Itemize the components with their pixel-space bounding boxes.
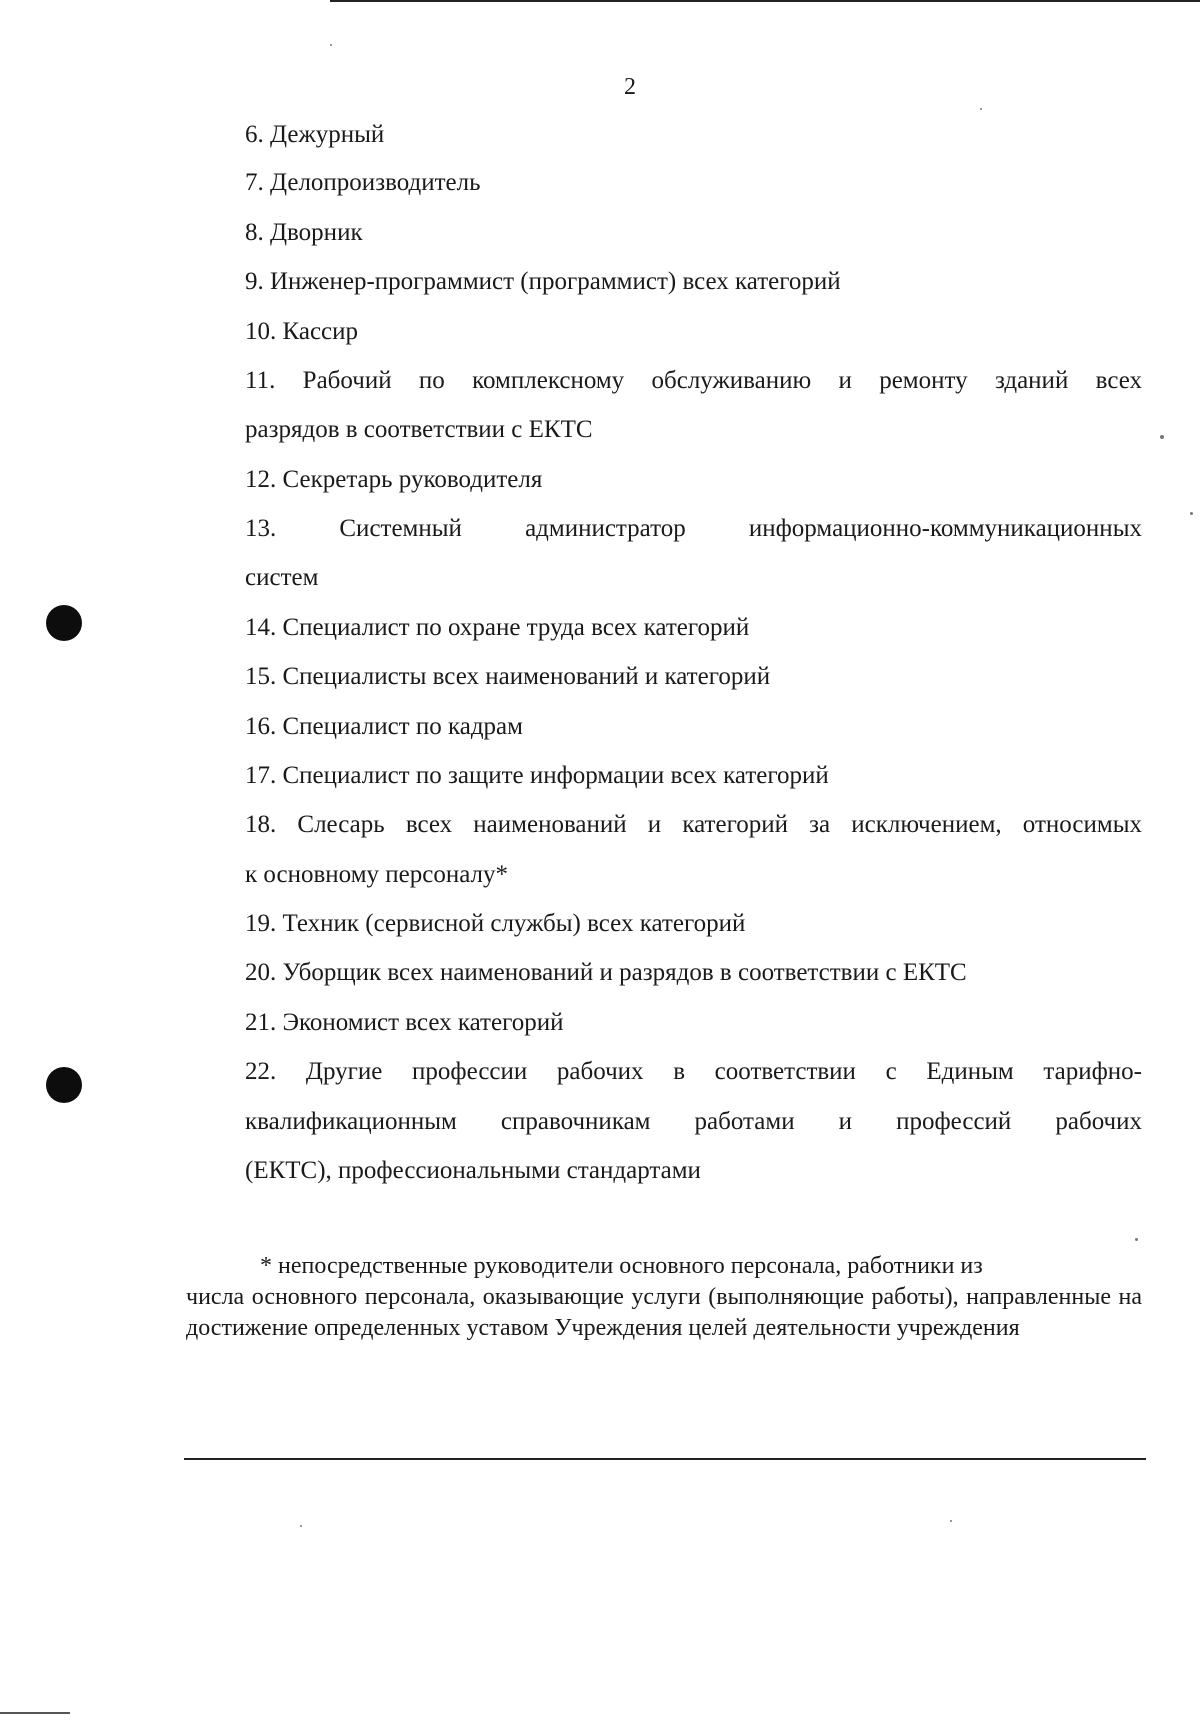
list-item: 6. Дежурный — [245, 121, 385, 148]
scan-speck — [300, 1525, 302, 1527]
list-item: 11. Рабочий по комплексному обслуживанию и ремонту зданий всех — [245, 367, 1142, 394]
list-item: 17. Специалист по защите информации всех категорий — [245, 762, 829, 789]
list-item-continuation: (ЕКТС), профессиональными стандартами — [245, 1157, 701, 1184]
bottom-edge-line — [0, 1712, 70, 1714]
list-item: 19. Техник (сервисной службы) всех категорий — [245, 910, 746, 937]
scan-speck — [1160, 435, 1164, 439]
list-item-continuation: квалификационным справочникам работами и профессий рабочих — [245, 1108, 1142, 1135]
punch-hole — [46, 1067, 82, 1103]
list-item: 22. Другие профессии рабочих в соответствии с Единым тарифно- — [245, 1058, 1142, 1085]
list-item: 8. Дворник — [245, 219, 363, 246]
scan-speck — [330, 44, 332, 46]
list-item-continuation: к основному персоналу* — [245, 861, 509, 888]
horizontal-rule — [184, 1458, 1146, 1460]
list-item: 12. Секретарь руководителя — [245, 466, 543, 493]
list-item-continuation: разрядов в соответствии с ЕКТС — [245, 416, 593, 443]
list-item: 9. Инженер-программист (программист) всех категорий — [245, 268, 841, 295]
footnote-text: числа основного персонала, оказывающие услуги (выполняющие работы), направленные на достижение определенных уставом Учреждения целей деятельности учреждения — [186, 1284, 1142, 1341]
list-item: 18. Слесарь всех наименований и категорий за исключением, относимых — [245, 811, 1142, 838]
list-item: 16. Специалист по кадрам — [245, 713, 523, 740]
list-item: 10. Кассир — [245, 318, 359, 345]
scan-speck — [980, 108, 982, 110]
list-item: 20. Уборщик всех наименований и разрядов в соответствии с ЕКТС — [245, 959, 967, 986]
footnote — [186, 1251, 1142, 1344]
scan-speck — [1135, 1238, 1138, 1241]
list-item: 15. Специалисты всех наименований и категорий — [245, 663, 771, 690]
footnote-first-line: * непосредственные руководители основного персонала, работники из — [260, 1253, 983, 1279]
scan-speck — [950, 1520, 952, 1522]
list-item: 21. Экономист всех категорий — [245, 1009, 564, 1036]
scan-speck — [1190, 512, 1193, 515]
list-item: 13. Системный администратор информационно-коммуникационных — [245, 515, 1142, 542]
punch-hole — [46, 605, 82, 641]
list-item: 7. Делопроизводитель — [245, 169, 481, 196]
list-item: 14. Специалист по охране труда всех категорий — [245, 614, 750, 641]
top-border-line — [330, 0, 1200, 2]
list-item-continuation: систем — [245, 564, 319, 591]
page-number: 2 — [624, 74, 636, 100]
